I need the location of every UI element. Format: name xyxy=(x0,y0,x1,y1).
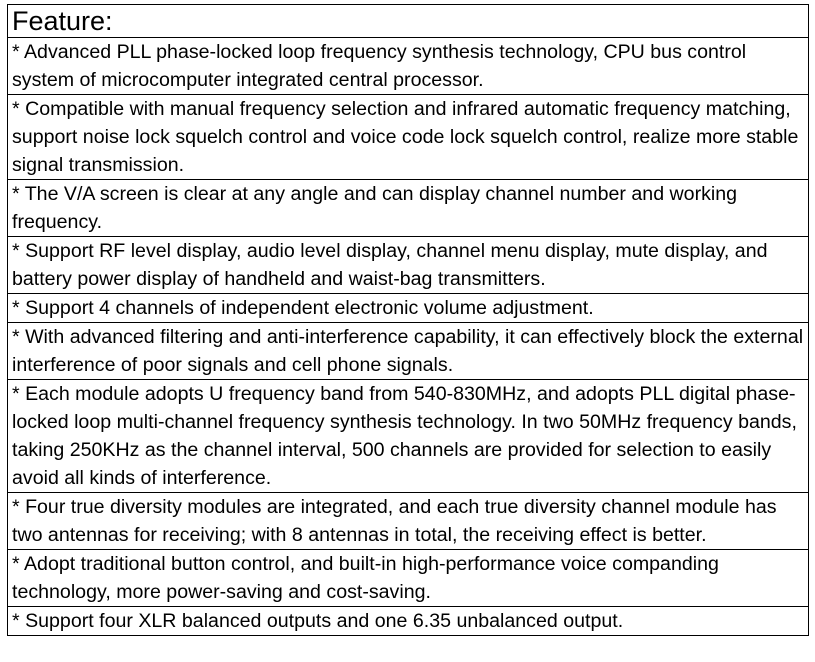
table-row xyxy=(8,180,809,237)
table-row xyxy=(8,95,809,180)
feature-item: * Adopt traditional button control, and built-in high-performance voice companding technology, more power-saving and cost-saving. xyxy=(8,550,809,607)
feature-item: * Each module adopts U frequency band from 540-830MHz, and adopts PLL digital phase-locked loop multi-channel frequency synthesis technology. In two 50MHz frequency bands, taking 250KHz as the channel interval, 500 channels are provided for selection to easily avoid all kinds of interference. xyxy=(8,380,809,493)
feature-item: * Four true diversity modules are integrated, and each true diversity channel module has two antennas for receiving; with 8 antennas in total, the receiving effect is better. xyxy=(8,493,809,550)
table-row xyxy=(8,550,809,607)
feature-item: * The V/A screen is clear at any angle and can display channel number and working frequency. xyxy=(8,180,809,237)
feature-table xyxy=(7,4,809,636)
table-row xyxy=(8,380,809,493)
table-row xyxy=(8,493,809,550)
feature-heading: Feature: xyxy=(8,5,809,38)
feature-item: * Support RF level display, audio level display, channel menu display, mute display, and battery power display of handheld and waist-bag transmitters. xyxy=(8,237,809,294)
table-row xyxy=(8,294,809,323)
feature-item: * Advanced PLL phase-locked loop frequency synthesis technology, CPU bus control system of microcomputer integrated central processor. xyxy=(8,38,809,95)
feature-item: * Support 4 channels of independent electronic volume adjustment. xyxy=(8,294,809,323)
feature-item: * Compatible with manual frequency selection and infrared automatic frequency matching, support noise lock squelch control and voice code lock squelch control, realize more stable signal transmission. xyxy=(8,95,809,180)
table-row xyxy=(8,237,809,294)
feature-item: * With advanced filtering and anti-interference capability, it can effectively block the external interference of poor signals and cell phone signals. xyxy=(8,323,809,380)
feature-item: * Support four XLR balanced outputs and one 6.35 unbalanced output. xyxy=(8,607,809,636)
table-row xyxy=(8,323,809,380)
table-row xyxy=(8,38,809,95)
table-header-row xyxy=(8,5,809,38)
table-row xyxy=(8,607,809,636)
